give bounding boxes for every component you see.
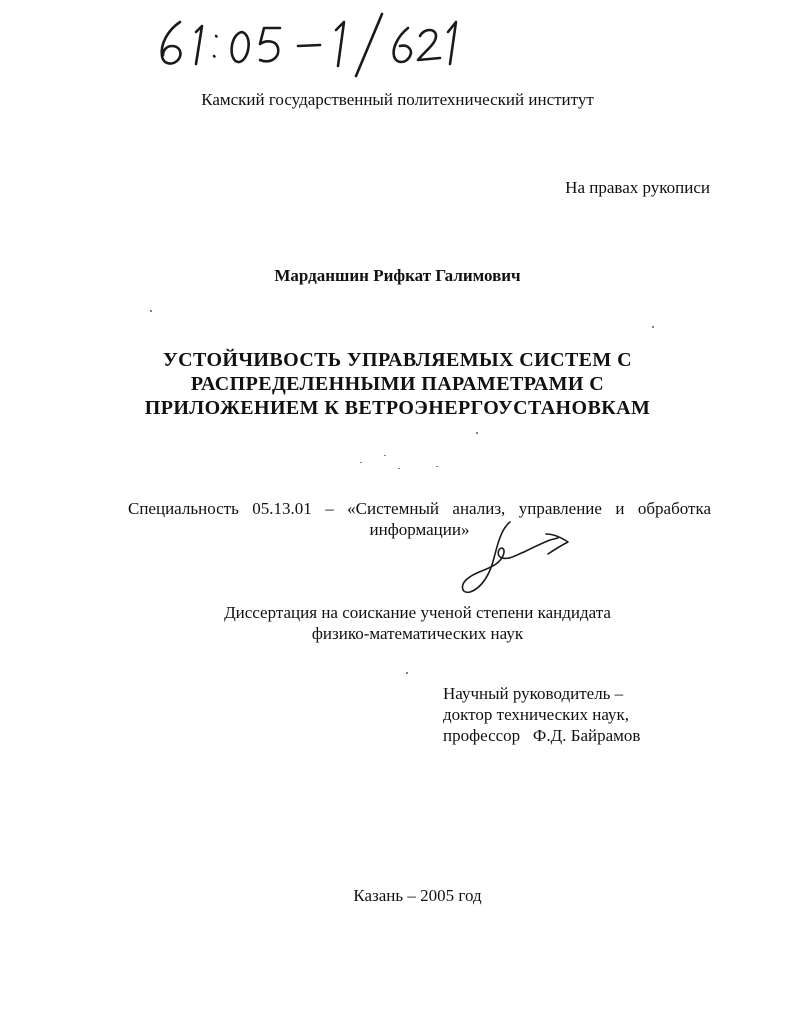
title-line-2: РАСПРЕДЕЛЕННЫМИ ПАРАМЕТРАМИ С bbox=[190, 373, 605, 395]
signature bbox=[458, 518, 578, 598]
advisor-line-1: Научный руководитель – bbox=[443, 684, 624, 703]
dissertation-line-2: физико-математических наук bbox=[311, 624, 524, 643]
advisor-line-3: профессор Ф.Д. Байрамов bbox=[443, 726, 641, 745]
scan-speck bbox=[360, 462, 362, 463]
title-line-1: УСТОЙЧИВОСТЬ УПРАВЛЯЕМЫХ СИСТЕМ С bbox=[163, 349, 632, 371]
scan-speck bbox=[406, 672, 408, 674]
dissertation-title bbox=[120, 348, 675, 420]
specialty-line-1: Специальность 05.13.01 – «Системный анализ, управление и обработка bbox=[128, 499, 711, 518]
specialty bbox=[128, 498, 711, 540]
scientific-advisor bbox=[443, 683, 640, 746]
scan-speck bbox=[150, 310, 152, 312]
scan-speck bbox=[384, 455, 386, 456]
handwritten-catalog-number bbox=[150, 8, 480, 78]
author-name: Марданшин Рифкат Галимович bbox=[274, 266, 521, 285]
dissertation-line-1: Диссертация на соискание ученой степени кандидата bbox=[224, 603, 611, 622]
institute-name: Камский государственный политехнический институт bbox=[201, 90, 594, 109]
specialty-line-2: информации» bbox=[369, 520, 470, 539]
scan-speck bbox=[652, 326, 654, 328]
dissertation-degree bbox=[0, 602, 795, 644]
title-line-3: ПРИЛОЖЕНИЕМ К ВЕТРОЭНЕРГОУСТАНОВКАМ bbox=[144, 397, 651, 419]
city-year: Казань – 2005 год bbox=[353, 886, 482, 905]
catalog-number-handwriting bbox=[150, 8, 480, 78]
scan-speck bbox=[476, 432, 478, 434]
scan-speck bbox=[436, 466, 438, 467]
scan-speck bbox=[398, 468, 400, 469]
advisor-line-2: доктор технических наук, bbox=[443, 705, 630, 724]
signature-handwriting bbox=[458, 518, 578, 598]
rights-note: На правах рукописи bbox=[565, 178, 710, 197]
